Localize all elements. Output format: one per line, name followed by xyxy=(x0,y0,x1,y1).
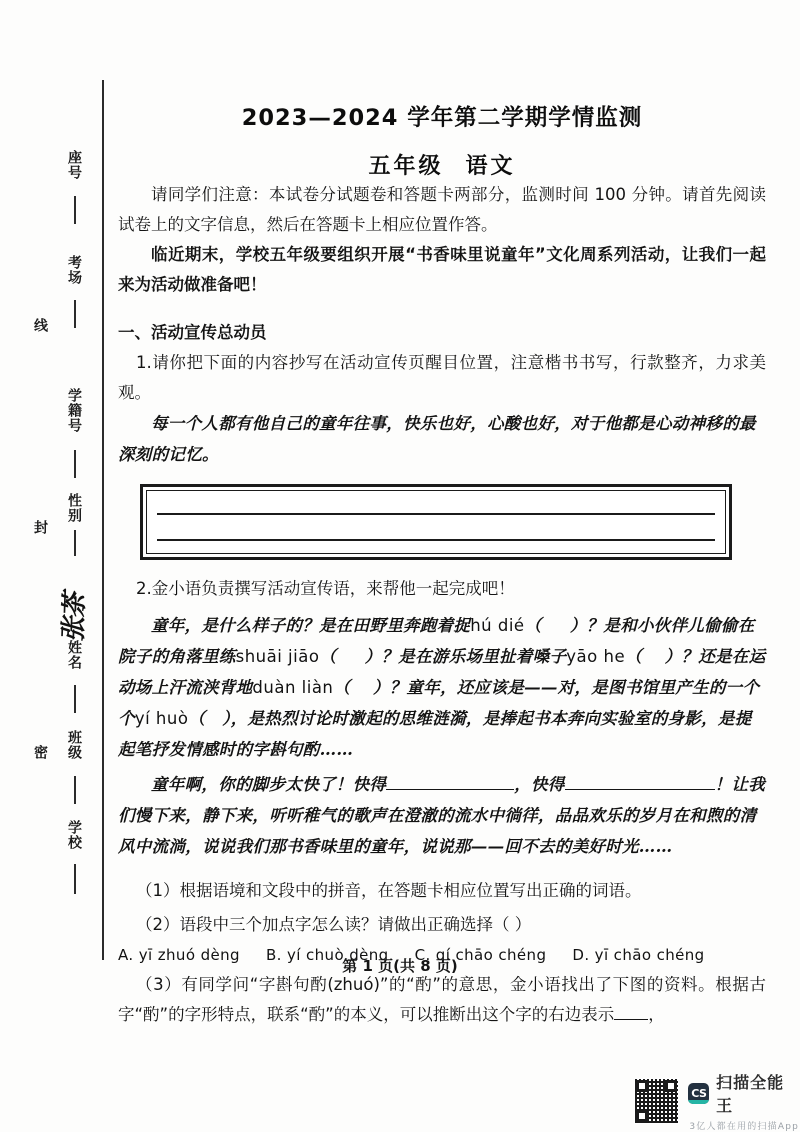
passage-final-c: ！ xyxy=(714,775,732,794)
qr-code-icon xyxy=(634,1078,679,1124)
question-2-sub-1: （1）根据语境和文段中的拼音，在答题卡相应位置写出正确的词语。 xyxy=(136,881,642,900)
handwriting-answer-box[interactable] xyxy=(140,484,732,560)
passage-final-d: 让我们慢下来，静下来，听听稚气的歌声在澄澈的流水中徜徉，品品欢乐的岁月在和煦的清风中流淌，说说我们那书香味里的童年，说说那——回不去的美好时光…… xyxy=(118,775,766,856)
passage-seg-1: 童年，是什么样子的？是在田野里奔跑着捉 xyxy=(151,616,471,635)
passage-final-a: 童年啊，你的脚步太快了！快得 xyxy=(151,775,387,794)
answer-paren-2: （ xyxy=(319,647,365,666)
seal-field-class: 班级 xyxy=(66,730,82,760)
fill-blank-1[interactable] xyxy=(386,789,514,790)
seal-marker-feng: 封 xyxy=(32,520,48,535)
seal-rule-2 xyxy=(74,300,76,328)
camscanner-logo-icon: CS xyxy=(688,1083,709,1104)
question-1-text: 请你把下面的内容抄写在活动宣传页醒目位置，注意楷书书写，行款整齐，力求美观。 xyxy=(118,353,766,402)
seal-rule-1 xyxy=(74,196,76,224)
seal-field-student-id: 学籍号 xyxy=(66,388,82,433)
page-title: 2023—2024 学年第二学期学情监测 xyxy=(241,105,643,131)
qr-finder-bottom-left xyxy=(636,1110,648,1122)
question-2-prompt xyxy=(118,574,766,604)
seal-field-seat-number: 座号 xyxy=(66,150,82,180)
passage-seg-3: ）？是在游乐场里扯着嗓子 xyxy=(364,647,567,666)
handwriting-rule-2 xyxy=(157,539,715,541)
answer-paren-5: （ xyxy=(188,709,223,728)
passage-seg-5: ）？童年，还应该是——对，是图书馆里产生的一个个 xyxy=(118,678,760,728)
sub-3-line-3: ， xyxy=(648,1005,665,1024)
question-1-prompt xyxy=(118,348,766,408)
handwritten-signature: 张茶 xyxy=(58,594,91,644)
sub-3-line-1: （3）有同学问“字斟句酌(zhuó)”的“酌”的意思，金小语找出了下图的资料。 xyxy=(136,975,716,994)
seal-vertical-line xyxy=(102,80,104,960)
pinyin-hudie: hú dié xyxy=(470,616,525,635)
seal-field-school: 学校 xyxy=(66,820,82,850)
answer-paren-3: （ xyxy=(625,647,665,666)
notice-paragraph: 请同学们注意：本试卷分试题卷和答题卡两部分，监测时间 100 分钟。请首先阅读试卷上的文字信息，然后在答题卡上相应位置作答。 xyxy=(118,185,766,234)
grade-label: 五年级 xyxy=(368,154,444,179)
pinyin-yaohe: yāo he xyxy=(566,647,626,666)
option-b[interactable]: B. yí chuò dèng xyxy=(265,946,389,964)
question-2-sub-2: （2）语段中三个加点字怎么读？请做出正确选择（ ） xyxy=(136,915,532,934)
seal-field-exam-room: 考场 xyxy=(66,255,82,285)
question-2-number: 2. xyxy=(136,579,152,598)
seal-rule-5 xyxy=(74,685,76,713)
seal-rule-7 xyxy=(74,864,76,894)
intro-paragraph: 临近期末，学校五年级要组织开展“书香味里说童年”文化周系列活动，让我们一起来为活动做准备吧！ xyxy=(118,245,766,294)
camscanner-tagline: 3亿人都在用的扫描App xyxy=(689,1122,800,1132)
section-1-heading: 一、活动宣传总动员 xyxy=(118,323,267,342)
question-2-passage xyxy=(118,610,766,765)
question-2-passage-tail xyxy=(118,769,766,862)
camscanner-watermark xyxy=(634,1070,800,1132)
fill-blank-3[interactable] xyxy=(614,1019,648,1020)
seal-field-name: 姓名 xyxy=(66,640,82,670)
answer-paren-1: （ xyxy=(524,616,570,635)
passage-seg-4: ）？还是在运动场上汗流浃背地 xyxy=(118,647,766,697)
handwriting-rule-1 xyxy=(157,513,715,515)
page-footer: 第 1 页(共 8 页) xyxy=(342,957,458,975)
seal-marker-mi: 密 xyxy=(32,745,48,760)
pinyin-duanlian: duàn liàn xyxy=(252,678,334,697)
option-d[interactable]: D. yī chāo chéng xyxy=(572,946,705,964)
page-subtitle xyxy=(118,149,766,180)
passage-final-b: ，快得 xyxy=(514,775,565,794)
sub-3-line-2: 根据古字“酌”的字形特点，联系“酌”的本义，可以推断出这个字的右边表示 xyxy=(118,975,766,1024)
seal-field-gender: 性别 xyxy=(66,493,82,523)
seal-marker-xian: 线 xyxy=(32,318,48,333)
camscanner-app-name: 扫描全能王 xyxy=(716,1073,785,1115)
passage-seg-2: ）？是和小伙伴儿偷偷在院子的角落里练 xyxy=(118,616,755,666)
subject-label: 语文 xyxy=(465,154,516,179)
fill-blank-2[interactable] xyxy=(565,789,715,790)
handwriting-box-inner xyxy=(146,490,726,554)
pinyin-shuaijiao: shuāi jiāo xyxy=(235,647,320,666)
question-2-sub-3 xyxy=(118,970,766,1030)
seal-rule-6 xyxy=(74,776,76,804)
camscanner-text-block xyxy=(688,1070,800,1132)
answer-paren-4: （ xyxy=(333,678,373,697)
passage-seg-6: ），是热烈讨论时激起的思维涟漪，是捧起书本奔向实验室的身影，是提起笔抒发情感时的字斟句酌…… xyxy=(118,709,752,759)
seal-rule-3 xyxy=(74,450,76,478)
camscanner-brand-row xyxy=(688,1070,800,1116)
question-1-number: 1. xyxy=(136,353,152,372)
option-c[interactable]: C. qí chāo chéng xyxy=(414,946,547,964)
seal-rule-4 xyxy=(74,530,76,556)
question-2-text: 金小语负责撰写活动宣传语，来帮他一起完成吧！ xyxy=(151,579,515,598)
option-a[interactable]: A. yī zhuó dèng xyxy=(118,946,240,964)
question-1-copy-content: 每一个人都有他自己的童年往事，快乐也好，心酸也好，对于他都是心动神移的最深刻的记忆。 xyxy=(118,414,756,464)
pinyin-yihuo: yí huò xyxy=(134,709,189,728)
